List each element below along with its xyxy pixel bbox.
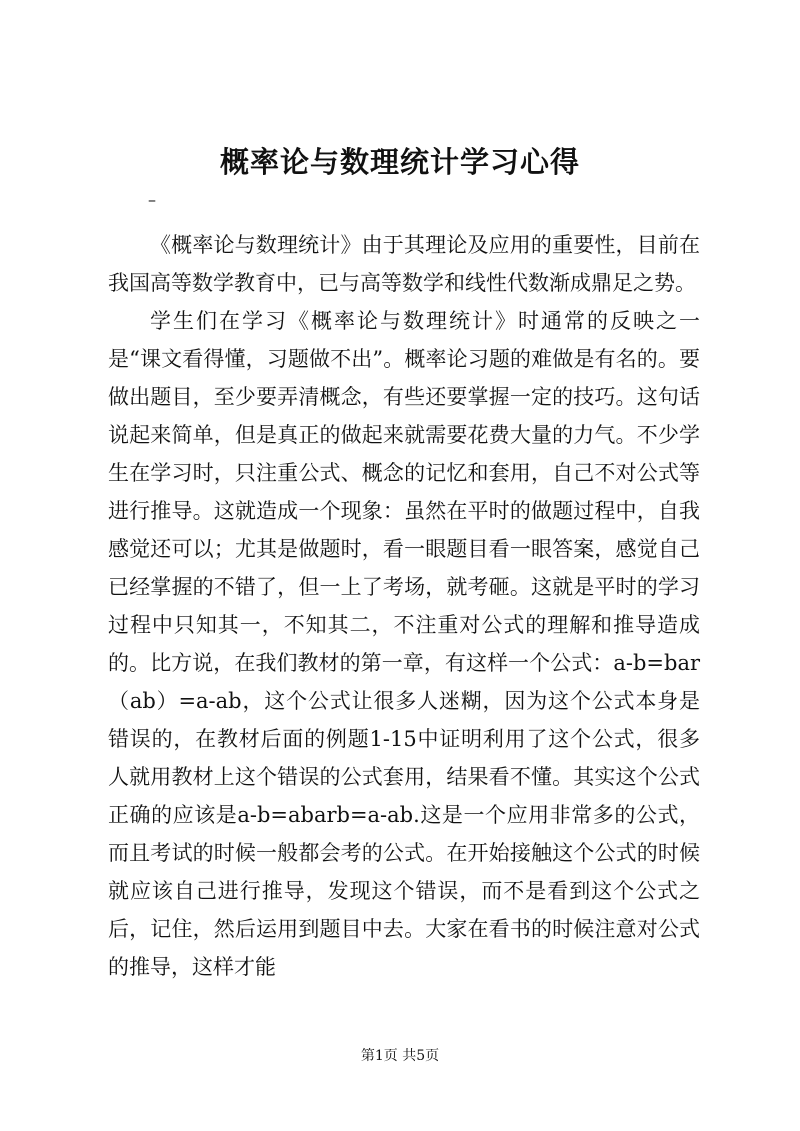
paragraph-learning-experience: 学生们在学习《概率论与数理统计》时通常的反映之一是“课文看得懂，习题做不出”。概率论习题的难做是有名的。要做出题目，至少要弄清概念，有些还要掌握一定的技巧。这句话说起来简单，但是真正的做起来就需要花费大量的力气。不少学生在学习时，只注重公式、概念的记忆和套用，自己不对公式等进行推导。这就造成一个现象：虽然在平时的做题过程中，自我感觉还可以；尤其是做题时，看一眼题目看一眼答案，感觉自己已经掌握的不错了，但一上了考场，就考砸。这就是平时的学习过程中只知其一，不知其二，不注重对公式的理解和推导造成的。比方说，在我们教材的第一章，有这样一个公式：a-b=bar（ab）=a-ab，这个公式让很多人迷糊，因为这个公式本身是错误的，在教材后面的例题1-15中证明利用了这个公式，很多人就用教材上这个错误的公式套用，结果看不懂。其实这个公式正确的应该是a-b=abarb=a-ab.这是一个应用非常多的公式，而且考试的时候一般都会考的公式。在开始接触这个公式的时候就应该自己进行推导，发现这个错误，而不是看到这个公式之后，记住，然后运用到题目中去。大家在看书的时候注意对公式的推导，这样才能 xyxy=(108,309,700,979)
document-body xyxy=(108,226,700,986)
document-title: 概率论与数理统计学习心得 xyxy=(219,145,580,179)
page-number-footer: 第1页 共5页 xyxy=(360,1048,440,1064)
title-separator-dash: – xyxy=(148,190,156,209)
paragraph-intro: 《概率论与数理统计》由于其理论及应用的重要性，目前在我国高等数学教育中，已与高等数学和线性代数渐成鼎足之势。 xyxy=(108,233,700,295)
